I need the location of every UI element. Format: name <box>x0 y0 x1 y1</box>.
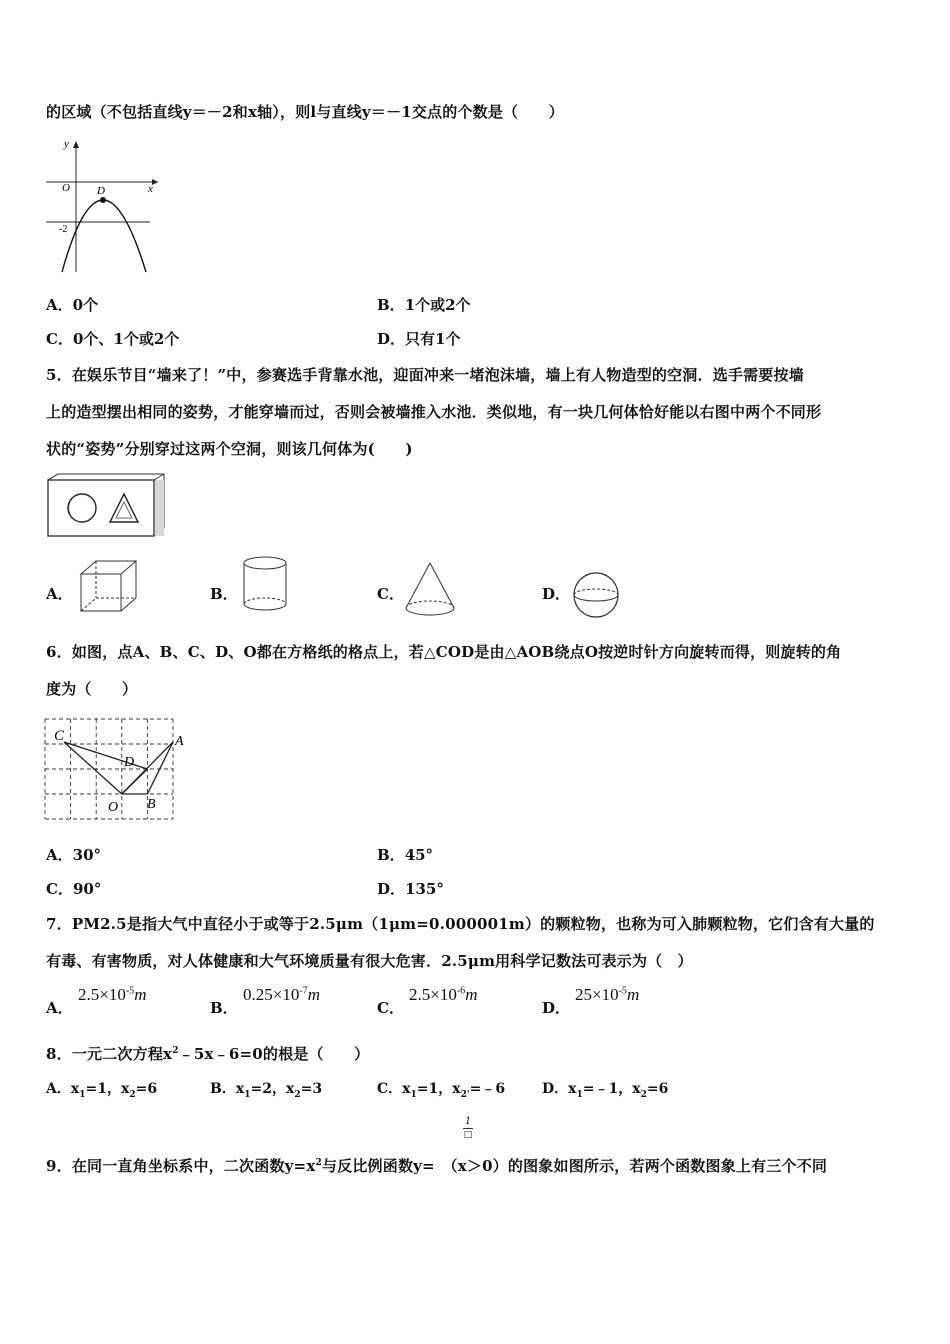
q6-label-o: O <box>108 800 119 815</box>
q4-option-d[interactable]: D．只有1个 <box>377 330 461 348</box>
q5-option-b-letter[interactable]: B． <box>210 585 238 603</box>
q6-label-a: A <box>175 734 184 749</box>
q8-option-b[interactable]: B．$x_1=2$，$x_2=3$ <box>210 1081 323 1100</box>
q9-fraction-denominator: □ <box>463 1130 473 1140</box>
q8-option-c[interactable]: C．$x_1=1$，$x_{2'}=﹣6$ <box>377 1081 506 1100</box>
q7-option-c-letter[interactable]: C． <box>377 999 404 1017</box>
q4-option-b[interactable]: B．1个或2个 <box>377 296 471 314</box>
q8-stem: 8．一元二次方程$x^2﹣5x﹣6=0$的根是（ ） <box>46 1045 370 1063</box>
q4-origin-label: O <box>62 182 70 194</box>
q9-fraction <box>462 1116 474 1141</box>
q5-option-a-letter[interactable]: A． <box>46 585 73 603</box>
q7-option-a-letter[interactable]: A． <box>46 999 73 1017</box>
q5-line-3: 状的“姿势”分别穿过这两个空洞，则该几何体为( ) <box>46 440 413 458</box>
q4-point-d-label: D <box>97 185 105 197</box>
q7-option-b-letter[interactable]: B． <box>210 999 238 1017</box>
q7-option-d-value: $25\times 10^{-5}m$ <box>575 985 640 1004</box>
q6-grid-figure <box>40 714 190 824</box>
q4-tick-label: -2 <box>59 224 68 235</box>
q7-option-b-value: $0.25\times 10^{-7}m$ <box>243 985 320 1004</box>
q7-line-1: 7．PM2.5是指大气中直径小于或等于2.5μm（1μm=0.000001m）的颗粒物，也称为可入肺颗粒物，它们含有大量的 <box>46 915 875 933</box>
q4-x-axis-label: x <box>148 183 153 195</box>
cylinder-icon <box>240 554 290 614</box>
q5-line-2: 上的造型摆出相同的姿势，才能穿墙而过，否则会被墙推入水池．类似地，有一块几何体恰好能以右图中两个不同形 <box>46 403 822 421</box>
q6-option-c[interactable]: C．90° <box>46 880 102 898</box>
q7-option-a-value: $2.5\times 10^{-5}m$ <box>78 985 147 1004</box>
cone-icon <box>402 560 458 618</box>
q6-option-b[interactable]: B．45° <box>377 846 434 864</box>
q4-stem-tail: 的区域（不包括直线y＝－2和x轴），则l与直线y＝－1交点的个数是（ ） <box>46 103 564 121</box>
q8-option-a[interactable]: A．$x_1=1$，$x_2=6$ <box>46 1081 158 1100</box>
q6-label-d: D <box>124 755 135 770</box>
q4-option-a[interactable]: A．0个 <box>46 296 99 314</box>
q7-option-c-value: $2.5\times 10^{-6}m$ <box>409 985 478 1004</box>
q5-wall-figure <box>44 472 168 540</box>
q6-line-2: 度为（ ） <box>46 680 138 698</box>
q8-option-d[interactable]: D．$x_1=﹣1$，$x_2=6$ <box>542 1081 669 1100</box>
cube-icon <box>78 558 140 614</box>
q4-option-c[interactable]: C．0个、1个或2个 <box>46 330 180 348</box>
q5-line-1: 5．在娱乐节目“墙来了！”中，参赛选手背靠水池，迎面冲来一堵泡沫墙，墙上有人物造型的空洞．选手需要按墙 <box>46 366 804 384</box>
q9-fraction-numerator: 1 <box>464 1116 472 1127</box>
q5-option-c-letter[interactable]: C． <box>377 585 404 603</box>
q7-option-d-letter[interactable]: D． <box>542 999 571 1017</box>
q6-label-c: C <box>54 728 65 744</box>
q9-stem: 9．在同一直角坐标系中，二次函数$y=x^2$与反比例函数y= （x＞0）的图象如图所示，若两个函数图象上有三个不同 <box>46 1157 828 1175</box>
sphere-icon <box>570 570 622 620</box>
q6-option-a[interactable]: A．30° <box>46 846 102 864</box>
q6-label-b: B <box>147 797 156 812</box>
q5-option-d-letter[interactable]: D． <box>542 585 571 603</box>
q6-line-1: 6．如图，点A、B、C、D、O都在方格纸的格点上，若△COD是由△AOB绕点O按逆时针方向旋转而得，则旋转的角 <box>46 643 842 661</box>
q7-line-2: 有毒、有害物质，对人体健康和大气环境质量有很大危害．2.5μm用科学记数法可表示为（ ） <box>46 952 693 970</box>
q6-option-d[interactable]: D．135° <box>377 880 444 898</box>
q4-parabola-figure <box>42 138 162 276</box>
q4-y-axis-label: y <box>64 138 69 150</box>
